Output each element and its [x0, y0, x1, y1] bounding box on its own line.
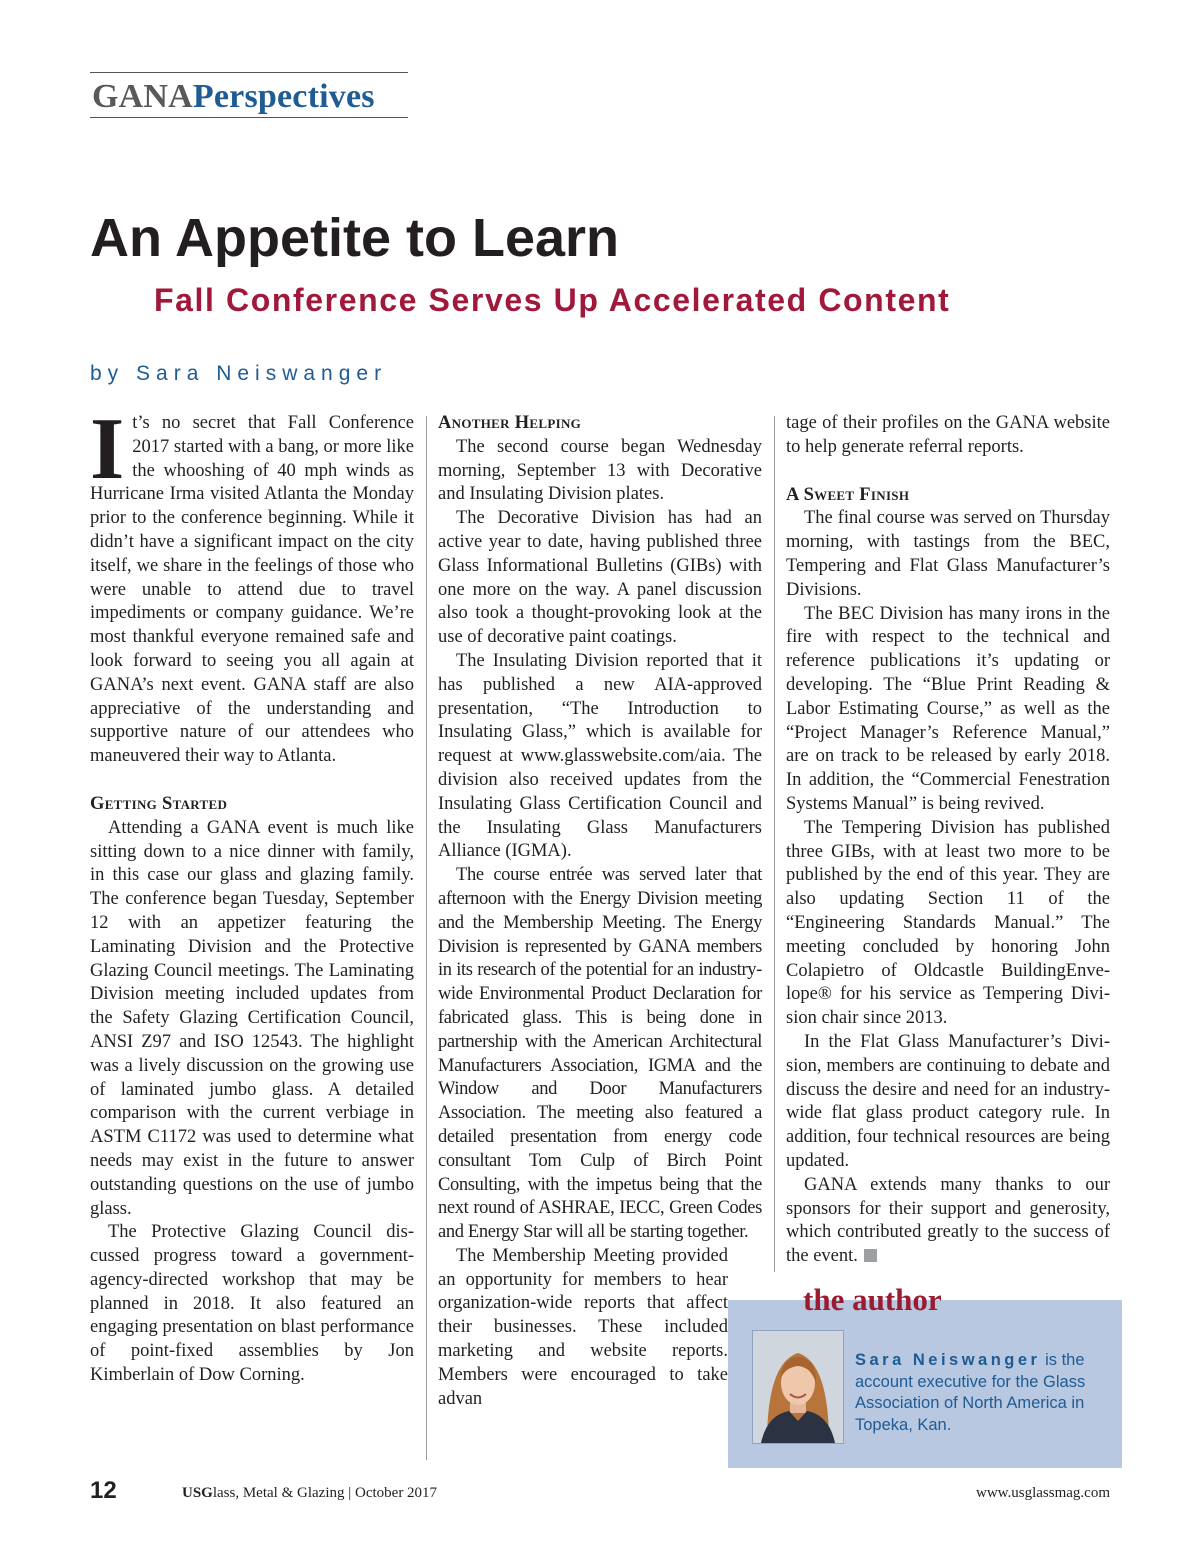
section-heading-another-helping: Another Helping [438, 413, 582, 433]
column-rule-2 [774, 416, 775, 1272]
body-paragraph: The Membership Meeting provided an opportunity for members to hear organization-wide reports that affect their businesses. These included marketing and website reports. Members were encouraged to take advan [438, 1245, 728, 1409]
section-header-name: Perspectives [192, 78, 375, 115]
article-column-1 [90, 401, 414, 1388]
author-bio [855, 1350, 1110, 1436]
header-rule-top [90, 72, 408, 73]
article-column-2 [438, 412, 762, 1411]
author-name: Sara Neiswanger [855, 1351, 1041, 1369]
body-paragraph: The Insulating Division reported that it has published a new AIA-approved presentation, “The Introduction to Insulating Glass,” which is available for request at www.glasswebsite.com/aia. The division also received updates from the Insulating Glass Certification Council and the Insulating Glass Manufacturers Alliance (IGMA). [438, 650, 762, 862]
page-number: 12 [90, 1477, 117, 1504]
issue-date: October 2017 [355, 1485, 438, 1501]
section-heading-getting-started: Getting Started [90, 793, 228, 814]
website-url: www.usglassmag.com [975, 1485, 1110, 1501]
end-mark-icon [864, 1249, 877, 1262]
author-bio-text: is the account executive for the Glass Association of North America in Topeka, Kan. [855, 1351, 1086, 1434]
body-paragraph: The Protective Glazing Council discussed progress toward a government-agency-directed workshop that may be planned in 2018. It also featured an engaging presentation on blast performance of point-fixed assemblies by Jon Kimberlain of Dow Corning. [90, 1222, 414, 1386]
publication-name-bold: USG [182, 1485, 213, 1501]
footer-separator: | [348, 1485, 352, 1501]
section-header-brand: GANA [92, 78, 193, 115]
body-paragraph: The Tempering Division has published three GIBs, with at least two more to be published by the end of this year. They are also updating Section 11 of the “Engineering Standards Manual.” The meeting concluded by honoring John Colapietro of Oldcastle BuildingEnvelope® for his service as Tempering Division chair since 2013. [786, 817, 1110, 1029]
intro-paragraph [90, 401, 414, 769]
publication-name [182, 1483, 437, 1503]
author-portrait-icon [753, 1331, 843, 1443]
body-paragraph: The BEC Division has many irons in the fire with respect to the technical and reference publications it’s updating or developing. The “Blue Print Reading & Labor Estimating Course,” as well as the “Project Manager’s Reference Manual,” are on track to be released by early 2018. In addition, the “Commercial Fenestration Systems Manual” is being revived. [786, 603, 1110, 814]
article-title: An Appetite to Learn [90, 208, 620, 268]
drop-cap: I [90, 401, 125, 498]
author-box-label: the author [803, 1282, 942, 1317]
body-paragraph: The second course began Wednesday morning, September 13 with Decorative and Insulating Division plates. [438, 436, 762, 505]
body-paragraph: In the Flat Glass Manufacturer’s Division, members are continuing to debate and discuss the desire and need for an industry-wide flat glass product category rule. In addition, four technical resources are being updated. [786, 1031, 1110, 1171]
body-paragraph-continued: tage of their profiles on the GANA website to help generate referral reports. [786, 413, 1110, 457]
publication-name-rest: lass, Metal & Glazing [212, 1485, 345, 1501]
article-subtitle: Fall Conference Serves Up Accelerated Content [154, 282, 951, 318]
closing-text: GANA extends many thanks to our sponsors for their support and generosity, which contributed greatly to the success of the event. [786, 1174, 1110, 1267]
author-photo [752, 1330, 844, 1444]
article-byline: by Sara Neiswanger [90, 362, 388, 385]
article-column-3 [786, 412, 1110, 1269]
body-paragraph: Attending a GANA event is much like sitting down to a nice dinner with family, in this case our glass and glazing family. The conference began Tuesday, September 12 with an appetizer featuring the Laminating Division and the Protective Glazing Council meetings. The Laminating Division meeting included updates from the Safety Glazing Certification Council, ANSI Z97 and ISO 12543. The highlight was a lively discussion on the growing use of laminated jumbo glass. A detailed comparison with the current verbiage in ASTM C1172 was used to determine what needs may exist in the future to answer outstanding questions on the use of jumbo glass. [90, 817, 414, 1219]
body-paragraph: The Decorative Division has had an active year to date, having published three Glass Informational Bulletins (GIBs) with one more on the way. A panel discussion also took a thought-provoking look at the use of decorative paint coatings. [438, 508, 762, 648]
section-heading-sweet-finish: A Sweet Finish [786, 484, 910, 505]
body-paragraph-final [786, 1174, 1110, 1269]
intro-text: t’s no secret that Fall Conference 2017 started with a bang, or more like the whooshing of 40 mph winds as Hurricane Irma visited Atlanta the Monday prior to the conference beginning. While it didn’t have a significant impact on the city itself, we share in the feelings of those who were unable to attend due to travel impediments or company guidance. We’re most thankful everyone remained safe and look forward to seeing you all again at GANA’s next event. GANA staff are also appreciative of the understanding and supportive nature of our attendees who maneuvered their way to Atlanta. [90, 413, 414, 767]
section-header [92, 78, 375, 116]
body-paragraph: The final course was served on Thursday morning, with tastings from the BEC, Tempering and Flat Glass Manufacturer’s Divisions. [786, 508, 1110, 600]
header-rule-bottom [90, 117, 408, 118]
column-rule-1 [426, 416, 427, 1460]
body-paragraph: The course entrée was served later that afternoon with the Energy Division meeting and the Membership Meeting. The Energy Division is represented by GANA members in its research of the potential for an industry-wide Environmental Product Declaration for fabricated glass. This is being done in partnership with the American Architectural Manufacturers Association, IGMA and the Window and Door Manufacturers Association. The meeting also featured a detailed presentation from energy code consultant Tom Culp of Birch Point Consulting, with the impetus being that the next round of ASHRAE, IECC, Green Codes and Energy Star will all be starting together. [438, 865, 762, 1243]
